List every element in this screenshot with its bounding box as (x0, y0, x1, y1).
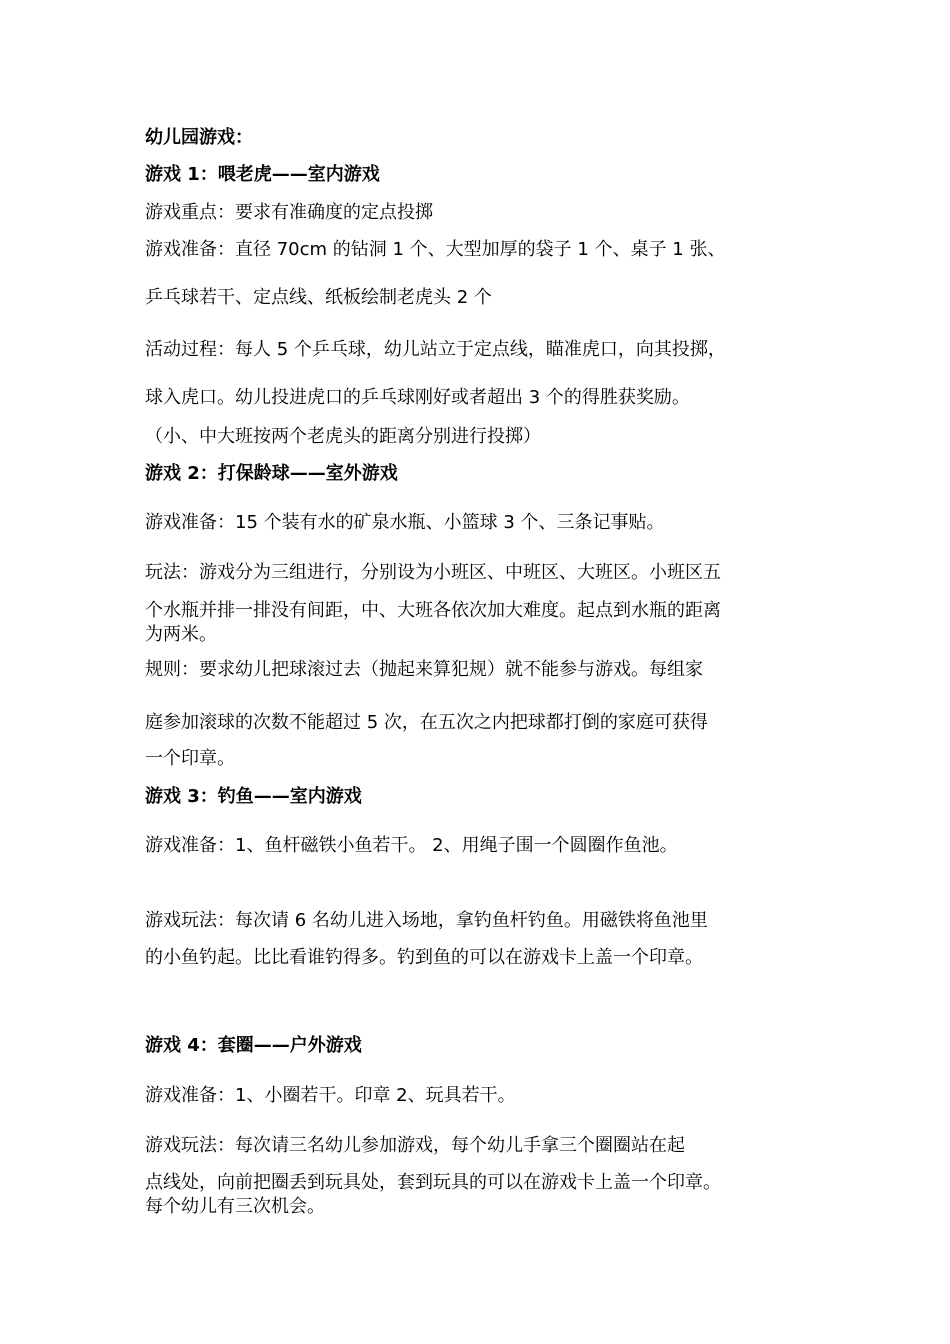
game4-heading: 游戏 4：套圈——户外游戏 (145, 1035, 362, 1056)
game1-prep-line2: 乒乓球若干、定点线、纸板绘制老虎头 2 个 (145, 287, 492, 308)
game3-play-line1: 游戏玩法：每次请 6 名幼儿进入场地，拿钓鱼杆钓鱼。用磁铁将鱼池里 (145, 910, 708, 931)
game1-prep-line1: 游戏准备：直径 70cm 的钻洞 1 个、大型加厚的袋子 1 个、桌子 1 张、 (145, 239, 726, 260)
game3-prep: 游戏准备：1、鱼杆磁铁小鱼若干。 2、用绳子围一个圆圈作鱼池。 (145, 835, 678, 856)
game2-rules-line2: 庭参加滚球的次数不能超过 5 次，在五次之内把球都打倒的家庭可获得 (145, 712, 708, 733)
game1-process-line2: 球入虎口。幼儿投进虎口的乒乓球刚好或者超出 3 个的得胜获奖励。 (145, 387, 690, 408)
game2-play-line3: 为两米。 (145, 624, 217, 645)
game2-play-line2: 个水瓶并排一排没有间距，中、大班各依次加大难度。起点到水瓶的距离 (145, 600, 721, 621)
game3-play-line2: 的小鱼钓起。比比看谁钓得多。钓到鱼的可以在游戏卡上盖一个印章。 (145, 947, 703, 968)
game1-process-line3: （小、中大班按两个老虎头的距离分别进行投掷） (145, 426, 541, 447)
game4-play-line3: 每个幼儿有三次机会。 (145, 1196, 325, 1217)
game2-rules-line1: 规则：要求幼儿把球滚过去（抛起来算犯规）就不能参与游戏。每组家 (145, 659, 703, 680)
game4-play-line2: 点线处，向前把圈丢到玩具处，套到玩具的可以在游戏卡上盖一个印章。 (145, 1172, 721, 1193)
game2-play-line1: 玩法：游戏分为三组进行，分别设为小班区、中班区、大班区。小班区五 (145, 562, 721, 583)
game1-process-line1: 活动过程：每人 5 个乒乓球，幼儿站立于定点线，瞄准虎口，向其投掷， (145, 339, 726, 360)
game3-heading: 游戏 3：钓鱼——室内游戏 (145, 786, 362, 807)
document-title: 幼儿园游戏： (145, 127, 253, 148)
game4-prep: 游戏准备：1、小圈若干。印章 2、玩具若干。 (145, 1085, 516, 1106)
game1-heading: 游戏 1：喂老虎——室内游戏 (145, 164, 380, 185)
game2-rules-line3: 一个印章。 (145, 748, 235, 769)
game2-prep: 游戏准备：15 个装有水的矿泉水瓶、小篮球 3 个、三条记事贴。 (145, 512, 665, 533)
game2-heading: 游戏 2：打保龄球——室外游戏 (145, 463, 398, 484)
game4-play-line1: 游戏玩法：每次请三名幼儿参加游戏，每个幼儿手拿三个圈圈站在起 (145, 1135, 685, 1156)
game1-focus: 游戏重点：要求有准确度的定点投掷 (145, 202, 433, 223)
